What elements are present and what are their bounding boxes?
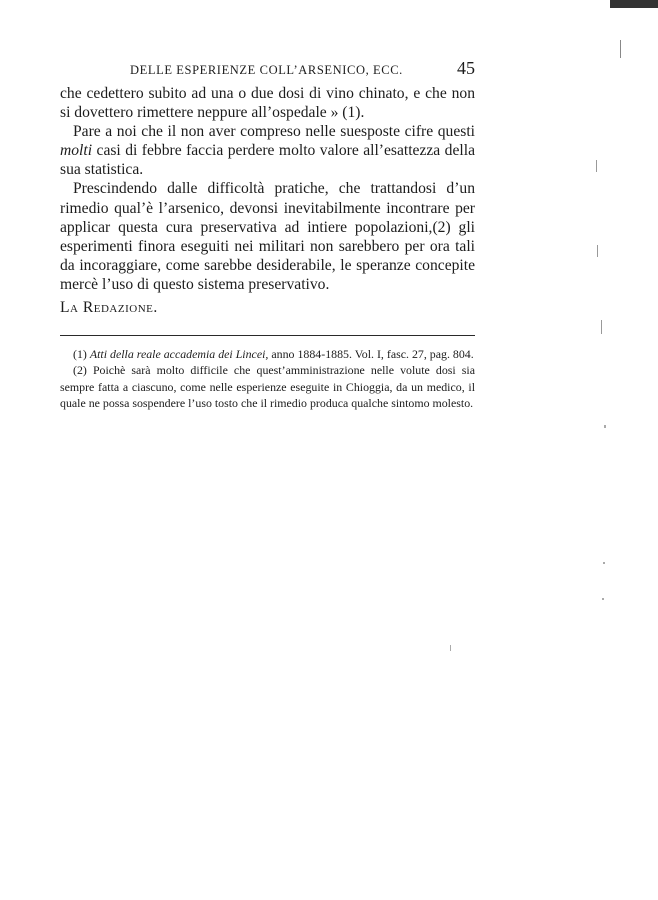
main-text [60, 84, 475, 317]
page-number: 45 [457, 58, 475, 78]
signature: La Redazione. [60, 299, 158, 317]
scan-speck [597, 245, 598, 257]
scan-speck [596, 160, 597, 172]
footnote-1-title: Atti della reale accademia dei Lincei, [89, 347, 269, 361]
footnote-2: (2) Poichè sarà molto difficile che quest’amministrazione nelle volute dosi sia sempre fatta a ciascuno, come nelle esperienze eseguite in Chioggia, da un medico, il quale ne possa sospendere l’uso tosto che il rimedio produca qualche sintomo molesto. [60, 363, 475, 411]
scan-speck [601, 320, 602, 334]
page-header [60, 60, 475, 82]
running-head: DELLE ESPERIENZE COLL’ARSENICO, ECC. [130, 63, 403, 77]
footnotes [60, 346, 475, 412]
scan-speck [620, 40, 621, 58]
footnote-divider [60, 335, 475, 336]
scan-edge-mark [610, 0, 658, 8]
paragraph-2-before: Pare a noi che il non aver compreso nelle suesposte cifre questi [73, 123, 475, 141]
footnote-1-rest: anno 1884-1885. Vol. I, fasc. 27, pag. 804. [268, 347, 474, 361]
paragraph-2-after: casi di febbre faccia perdere molto valore all’esattezza della sua statistica. [60, 142, 475, 179]
paragraph-2 [60, 122, 475, 179]
paragraph-3: Prescindendo dalle difficoltà pratiche, che trattandosi d’un rimedio qual’è l’arsenico, devonsi inevitabilmente incontrare per applicar questa cura preservativa ad intiere popolazioni,(2) gli esperimenti finora eseguiti nei militari non sarebbero per ora tali da incoraggiare, come sarebbe desiderabile, le speranze concepite mercè l’uso di questo sistema preservativo. [60, 180, 475, 293]
footnote-1-marker: (1) [73, 347, 87, 361]
scan-speck [450, 645, 451, 651]
scan-speck [602, 598, 604, 600]
scan-speck [603, 562, 605, 564]
scan-speck [604, 425, 606, 428]
footnote-1 [60, 346, 475, 362]
paragraph-1: che cedettero subito ad una o due dosi di vino chinato, e che non si dovettero rimettere neppure all’ospedale » (1). [60, 85, 475, 122]
paragraph-2-emphasis: molti [60, 142, 93, 160]
